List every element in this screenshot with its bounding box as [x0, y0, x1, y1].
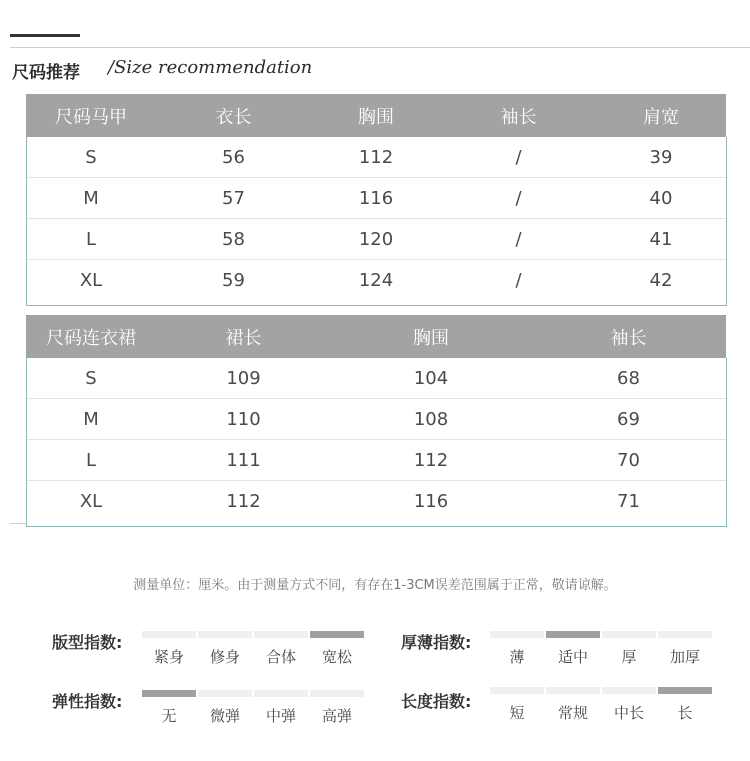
- scale-bar: [310, 690, 364, 697]
- table-cell: S: [26, 358, 156, 399]
- table-cell: 70: [531, 440, 726, 481]
- scale-bar: [142, 690, 196, 697]
- table-cell: XL: [79, 269, 103, 291]
- scale-option-label: 常规: [557, 704, 588, 722]
- column-header: 肩宽: [596, 94, 726, 137]
- scale-option: [142, 690, 196, 726]
- scale-option-label: 短: [509, 704, 525, 722]
- scale-option: [198, 690, 252, 726]
- table-header-row: [26, 315, 726, 358]
- scale-bar: [546, 631, 600, 638]
- thickness-index-label: 厚薄指数:: [401, 633, 472, 652]
- table-cell: M: [26, 178, 156, 219]
- table-cell: L: [26, 440, 156, 481]
- column-header: 胸围: [331, 315, 531, 358]
- table-cell: 116: [413, 490, 449, 512]
- table-cell: 124: [358, 269, 394, 291]
- table-cell: 68: [531, 358, 726, 399]
- table-cell: 108: [331, 399, 531, 440]
- scale-bar: [658, 687, 712, 694]
- scale-option-label: 微弹: [209, 707, 240, 725]
- scale-option: [490, 687, 544, 723]
- table-cell: 112: [311, 137, 441, 178]
- table-cell: 112: [331, 440, 531, 481]
- vest-table-frame: [26, 137, 727, 306]
- table-cell: 116: [311, 178, 441, 219]
- scale-bar: [490, 687, 544, 694]
- table-cell: 109: [156, 358, 331, 399]
- scale-option: [602, 631, 656, 667]
- column-header: 袖长: [441, 94, 596, 137]
- column-header: 尺码连衣裙: [26, 315, 156, 358]
- scale-option-label: 加厚: [669, 648, 700, 666]
- divider-line: [10, 47, 750, 48]
- scale-bar: [198, 631, 252, 638]
- table-cell: /: [441, 219, 596, 260]
- elasticity-index-scale: [142, 690, 366, 726]
- scale-option-label: 中弹: [265, 707, 296, 725]
- table-header-row: [26, 94, 726, 137]
- table-cell: 120: [311, 219, 441, 260]
- scale-option-label: 修身: [209, 648, 240, 666]
- scale-bar: [142, 631, 196, 638]
- table-cell: /: [515, 269, 522, 291]
- fit-index-label: 版型指数:: [52, 633, 123, 652]
- table-cell: 59: [222, 269, 245, 291]
- table-cell: M: [26, 399, 156, 440]
- table-cell: 39: [596, 137, 726, 178]
- dress-table-frame: [26, 358, 727, 527]
- divider-line: [10, 523, 26, 524]
- column-header: 裙长: [156, 315, 331, 358]
- scale-option-label: 无: [161, 707, 177, 725]
- scale-bar: [602, 687, 656, 694]
- thickness-index-scale: [490, 631, 714, 667]
- title-accent-bar: [10, 34, 80, 37]
- scale-option: [658, 687, 712, 723]
- section-title-cn: 尺码推荐: [12, 63, 80, 83]
- length-index-label: 长度指数:: [401, 692, 472, 711]
- scale-option-label: 合体: [265, 648, 296, 666]
- table-cell: 58: [156, 219, 311, 260]
- table-cell: 110: [156, 399, 331, 440]
- scale-bar: [310, 631, 364, 638]
- scale-option: [658, 631, 712, 667]
- table-cell: 40: [596, 178, 726, 219]
- scale-option-label: 适中: [557, 648, 588, 666]
- scale-option-label: 高弹: [321, 707, 352, 725]
- scale-bar: [254, 690, 308, 697]
- table-cell: XL: [79, 490, 103, 512]
- table-cell: 42: [649, 269, 673, 291]
- table-cell: 104: [331, 358, 531, 399]
- scale-option: [254, 690, 308, 726]
- scale-option-label: 紧身: [153, 648, 184, 666]
- scale-bar: [198, 690, 252, 697]
- scale-option: [142, 631, 196, 667]
- fit-index-scale: [142, 631, 366, 667]
- table-cell: 41: [596, 219, 726, 260]
- scale-option: [254, 631, 308, 667]
- table-cell: S: [26, 137, 156, 178]
- length-index-scale: [490, 687, 714, 723]
- scale-option-label: 薄: [509, 648, 525, 666]
- table-cell: 71: [617, 490, 640, 512]
- scale-bar: [546, 687, 600, 694]
- scale-bar: [254, 631, 308, 638]
- scale-option: [310, 631, 364, 667]
- measurement-note: 测量单位：厘米。由于测量方式不同，有存在1-3CM误差范围属于正常，敬请谅解。: [133, 578, 617, 593]
- table-cell: 57: [156, 178, 311, 219]
- scale-option-label: 厚: [621, 648, 637, 666]
- table-cell: 56: [156, 137, 311, 178]
- scale-bar: [602, 631, 656, 638]
- scale-option: [602, 687, 656, 723]
- scale-option: [546, 631, 600, 667]
- table-cell: 69: [531, 399, 726, 440]
- table-cell: /: [441, 178, 596, 219]
- scale-option-label: 中长: [613, 704, 644, 722]
- scale-option-label: 宽松: [321, 648, 352, 666]
- column-header: 衣长: [156, 94, 311, 137]
- table-cell: 112: [226, 490, 261, 512]
- table-cell: /: [441, 137, 596, 178]
- table-cell: 111: [156, 440, 331, 481]
- scale-option: [310, 690, 364, 726]
- scale-option: [546, 687, 600, 723]
- column-header: 尺码马甲: [26, 94, 156, 137]
- scale-bar: [658, 631, 712, 638]
- column-header: 袖长: [531, 315, 726, 358]
- scale-bar: [490, 631, 544, 638]
- column-header: 胸围: [311, 94, 441, 137]
- scale-option: [198, 631, 252, 667]
- table-cell: L: [26, 219, 156, 260]
- elasticity-index-label: 弹性指数:: [52, 692, 123, 711]
- scale-option-label: 长: [677, 704, 693, 722]
- scale-option: [490, 631, 544, 667]
- section-title-en: /Size recommendation: [108, 57, 313, 78]
